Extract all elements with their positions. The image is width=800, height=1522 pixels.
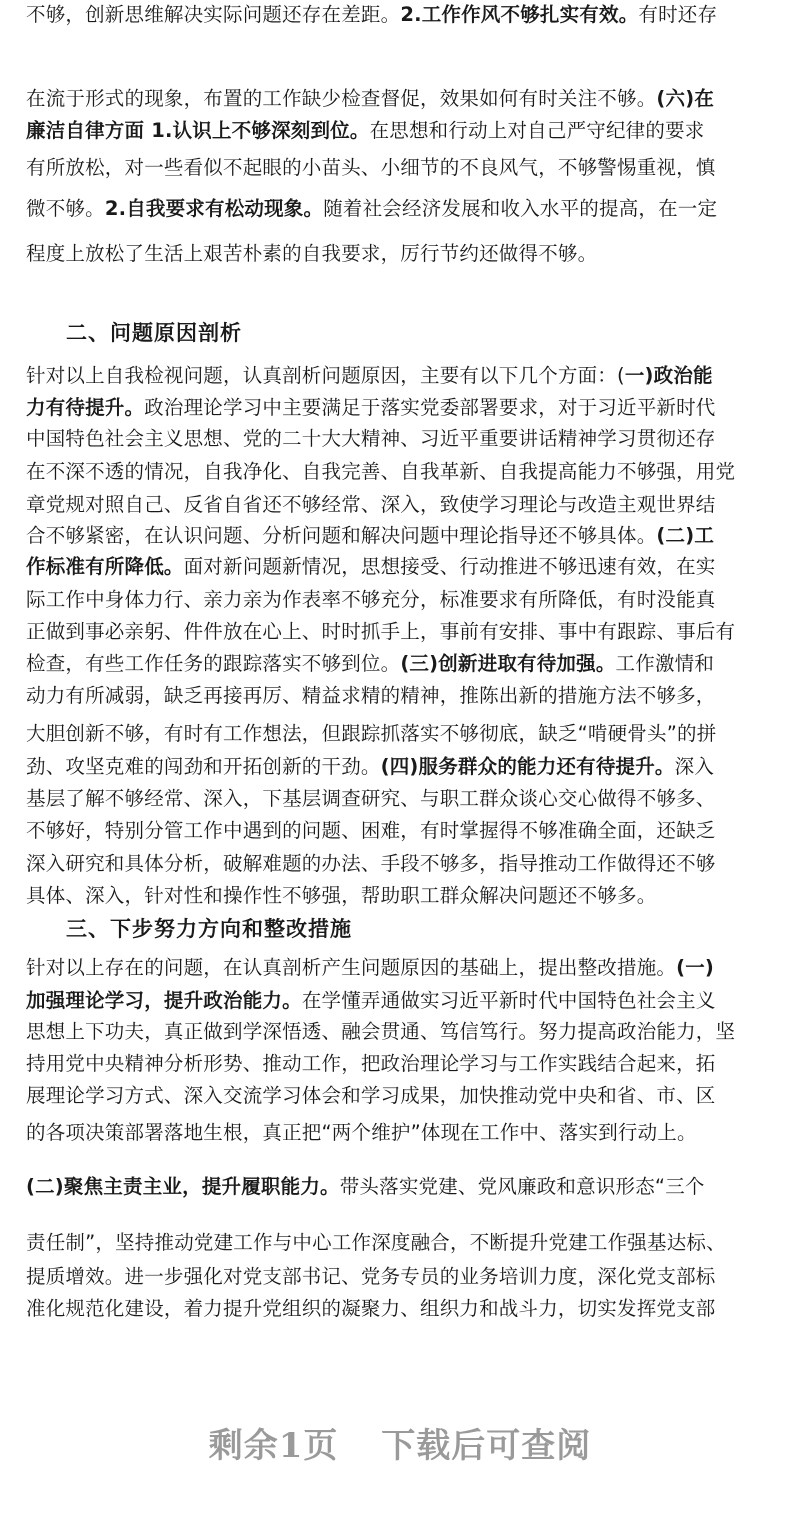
text-line bbox=[26, 849, 774, 879]
text-segment: 在不深不透的情况，自我净化、自我完善、自我革新、自我提高能力不够强，用党 bbox=[26, 460, 736, 483]
text-line bbox=[26, 881, 774, 911]
text-segment: 展理论学习方式、深入交流学习体会和学习成果，加快推动党中央和省、市、区 bbox=[26, 1084, 716, 1107]
bold-text: 廉洁自律方面 1.认识上不够深刻到位。 bbox=[26, 119, 370, 142]
text-segment: 提质增效。进一步强化对党支部书记、党务专员的业务培训力度，深化党支部标 bbox=[26, 1265, 716, 1288]
text-segment: 不够，创新思维解决实际问题还存在差距。 bbox=[26, 3, 401, 26]
text-segment: 工作激情和 bbox=[615, 652, 715, 675]
text-segment: 深入 bbox=[674, 755, 715, 778]
text-segment: 在思想和行动上对自己严守纪律的要求 bbox=[369, 119, 705, 142]
text-segment: 随着社会经济发展和收入水平的提高，在一定 bbox=[323, 197, 718, 220]
text-line bbox=[26, 986, 774, 1016]
text-line bbox=[26, 953, 774, 983]
bold-text: 2.自我要求有松动现象。 bbox=[104, 197, 324, 220]
text-segment: 基层了解不够经常、深入，下基层调查研究、与职工群众谈心交心做得不够多、 bbox=[26, 787, 716, 810]
text-line bbox=[26, 116, 774, 146]
text-line bbox=[26, 1017, 774, 1047]
text-line bbox=[26, 194, 774, 224]
bold-text: (二)聚焦主责主业，提升履职能力。 bbox=[26, 1175, 340, 1198]
text-line bbox=[26, 649, 774, 679]
text-line bbox=[26, 1262, 774, 1292]
text-line bbox=[26, 490, 774, 520]
bold-text: 2.工作作风不够扎实有效。 bbox=[400, 3, 639, 26]
bold-text: (六)在 bbox=[656, 87, 715, 110]
text-line bbox=[26, 1228, 774, 1258]
text-segment: 微不够。 bbox=[26, 197, 105, 220]
bold-text: (一) bbox=[676, 956, 715, 979]
bold-text: 力有待提升。 bbox=[26, 396, 145, 419]
text-segment: 面对新问题新情况，思想接受、行动推进不够迅速有效，在实 bbox=[183, 555, 716, 578]
text-line bbox=[26, 681, 774, 711]
text-segment: 有时还存 bbox=[638, 3, 718, 26]
text-segment: 中国特色社会主义思想、党的二十大大精神、习近平重要讲话精神学习贯彻还存 bbox=[26, 427, 716, 450]
remaining-pages-banner: 剩余1页 下载后可查阅 bbox=[208, 1426, 592, 1466]
text-line bbox=[26, 1118, 774, 1148]
text-line bbox=[26, 552, 774, 582]
text-segment: 正做到事必亲躬、件件放在心上、时时抓手上，事前有安排、事中有跟踪、事后有 bbox=[26, 620, 736, 643]
text-segment: 在流于形式的现象，布置的工作缺少检查督促，效果如何有时关注不够。 bbox=[26, 87, 657, 110]
bold-text: 一)政治能 bbox=[624, 364, 713, 387]
text-segment: 大胆创新不够，有时有工作想法，但跟踪抓落实不够彻底，缺乏“啃硬骨头”的拼 bbox=[26, 722, 717, 745]
text-segment: 章党规对照自己、反省自省还不够经常、深入，致使学习理论与改造主观世界结 bbox=[26, 493, 716, 516]
text-segment: 思想上下功夫，真正做到学深悟透、融会贯通、笃信笃行。努力提高政治能力，坚 bbox=[26, 1020, 736, 1043]
text-line bbox=[26, 457, 774, 487]
text-segment: 际工作中身体力行、亲力亲为作表率不够充分，标准要求有所降低，有时没能真 bbox=[26, 588, 716, 611]
text-segment: 责任制”，坚持推动党建工作与中心工作深度融合，不断提升党建工作强基达标、 bbox=[26, 1231, 726, 1254]
bold-text: (三)创新进取有待加强。 bbox=[400, 652, 616, 675]
text-line bbox=[26, 816, 774, 846]
text-segment: 程度上放松了生活上艰苦朴素的自我要求，厉行节约还做得不够。 bbox=[26, 242, 598, 265]
text-line bbox=[26, 153, 774, 183]
text-line bbox=[26, 393, 774, 423]
text-line bbox=[26, 1172, 774, 1202]
text-line bbox=[26, 585, 774, 615]
text-line bbox=[26, 84, 774, 114]
text-line bbox=[26, 521, 774, 551]
text-segment: 劲、攻坚克难的闯劲和开拓创新的干劲。 bbox=[26, 755, 381, 778]
text-line bbox=[26, 752, 774, 782]
text-segment: 针对以上自我检视问题，认真剖析问题原因，主要有以下几个方面：( bbox=[26, 364, 625, 387]
text-line bbox=[26, 0, 774, 30]
section-heading-3: 三、下步努力方向和整改措施 bbox=[66, 917, 352, 941]
bold-text: (四)服务群众的能力还有待提升。 bbox=[380, 755, 675, 778]
section-heading-2: 二、问题原因剖析 bbox=[66, 321, 242, 345]
text-segment: 合不够紧密，在认识问题、分析问题和解决问题中理论指导还不够具体。 bbox=[26, 524, 657, 547]
text-line bbox=[26, 361, 774, 391]
text-segment: 的各项决策部署落地生根，真正把“两个维护”体现在工作中、落实到行动上。 bbox=[26, 1121, 697, 1144]
text-line bbox=[26, 239, 774, 269]
bold-text: 作标准有所降低。 bbox=[26, 555, 184, 578]
text-line bbox=[26, 784, 774, 814]
text-line bbox=[26, 424, 774, 454]
text-line bbox=[26, 1294, 774, 1324]
text-line bbox=[26, 719, 774, 749]
text-segment: 持用党中央精神分析形势、推动工作，把政治理论学习与工作实践结合起来，拓 bbox=[26, 1052, 716, 1075]
text-segment: 动力有所减弱，缺乏再接再厉、精益求精的精神，推陈出新的措施方法不够多， bbox=[26, 684, 716, 707]
text-segment: 深入研究和具体分析，破解难题的办法、手段不够多，指导推动工作做得还不够 bbox=[26, 852, 716, 875]
text-line bbox=[26, 1049, 774, 1079]
text-segment: 政治理论学习中主要满足于落实党委部署要求，对于习近平新时代 bbox=[144, 396, 716, 419]
bold-text: 加强理论学习，提升政治能力。 bbox=[26, 989, 302, 1012]
text-segment: 具体、深入，针对性和操作性不够强，帮助职工群众解决问题还不够多。 bbox=[26, 884, 657, 907]
text-line bbox=[26, 1081, 774, 1111]
text-segment: 有所放松，对一些看似不起眼的小苗头、小细节的不良风气，不够警惕重视，慎 bbox=[26, 156, 716, 179]
text-segment: 在学懂弄通做实习近平新时代中国特色社会主义 bbox=[301, 989, 716, 1012]
text-segment: 准化规范化建设，着力提升党组织的凝聚力、组织力和战斗力，切实发挥党支部 bbox=[26, 1297, 716, 1320]
text-segment: 带头落实党建、党风廉政和意识形态“三个 bbox=[339, 1175, 705, 1198]
bold-text: (二)工 bbox=[656, 524, 715, 547]
text-segment: 针对以上存在的问题，在认真剖析产生问题原因的基础上，提出整改措施。 bbox=[26, 956, 677, 979]
text-segment: 不够好，特别分管工作中遇到的问题、困难，有时掌握得不够准确全面，还缺乏 bbox=[26, 819, 716, 842]
text-line bbox=[26, 617, 774, 647]
text-segment: 检查，有些工作任务的跟踪落实不够到位。 bbox=[26, 652, 401, 675]
